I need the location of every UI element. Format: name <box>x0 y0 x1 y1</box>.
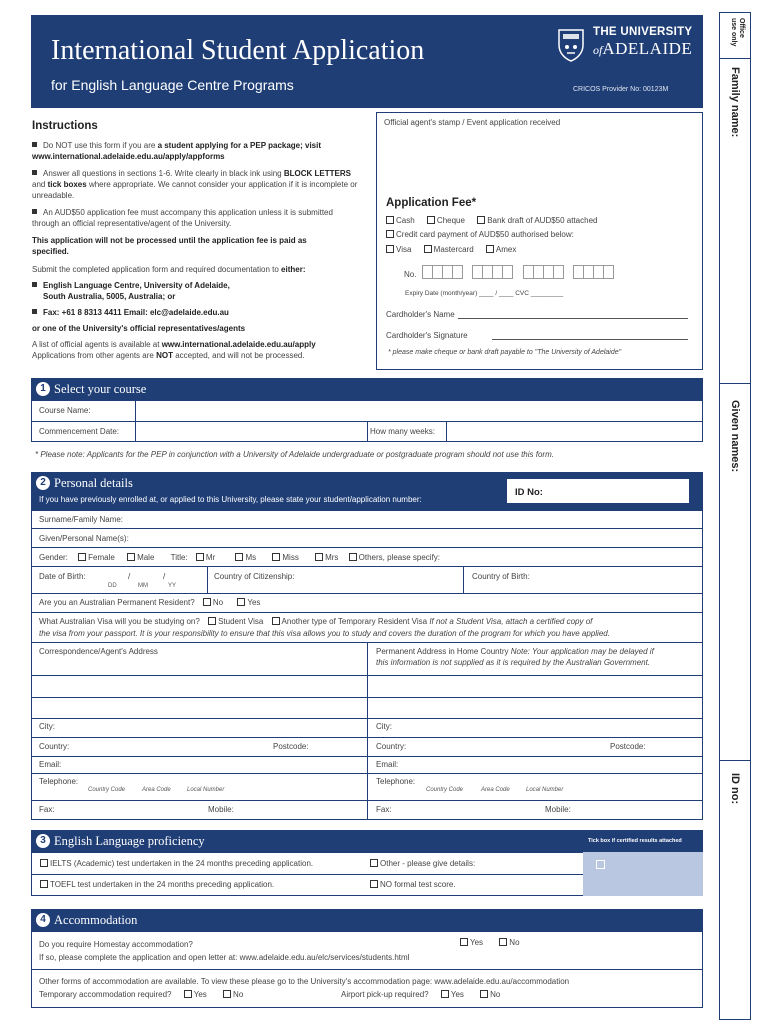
page-subtitle: for English Language Centre Programs <box>51 77 294 93</box>
section-title: Personal details <box>54 476 133 490</box>
dob-month-hint: MM <box>138 583 148 589</box>
visa-checkbox[interactable] <box>386 245 394 253</box>
correspondence-address-input[interactable] <box>32 659 366 717</box>
homestay-note: If so, please complete the application and open letter at: www.adelaide.edu.au/elc/services/students.html <box>39 953 410 962</box>
section-3-header <box>31 830 703 852</box>
id-number-input[interactable] <box>506 478 690 504</box>
permanent-address-input[interactable] <box>368 669 702 717</box>
section-4-header <box>31 909 703 931</box>
airport-pickup-row: Airport pick-up required? Yes No <box>341 990 501 999</box>
cheque-checkbox[interactable] <box>427 216 435 224</box>
header-banner <box>31 15 703 108</box>
student-visa-checkbox[interactable] <box>208 617 216 625</box>
ielts-row: IELTS (Academic) test undertaken in the 24 months preceding application. <box>40 859 313 868</box>
homestay-options: Yes No <box>460 938 520 947</box>
permanent-resident-row: Are you an Australian Permanent Resident? No Yes <box>39 598 261 607</box>
use-only-label: use only <box>730 18 737 47</box>
card-number-input[interactable] <box>422 265 613 281</box>
correspondence-address-label: Correspondence/Agent's Address <box>39 647 158 656</box>
corr-country-label: Country: <box>39 742 70 751</box>
submit-instruction: Submit the completed application form and required documentation to either: <box>32 265 306 274</box>
dob-year-hint: YY <box>168 583 177 589</box>
citizenship-input[interactable] <box>208 567 462 592</box>
corr-email-label: Email: <box>39 760 62 769</box>
fee-warning: This application will not be processed until the application fee is paid as specified. <box>32 236 307 256</box>
temp-no-checkbox[interactable] <box>223 990 231 998</box>
miss-checkbox[interactable] <box>272 553 280 561</box>
corr-fax-label: Fax: <box>39 805 55 814</box>
given-name-label: Given/Personal Name(s): <box>39 534 129 543</box>
perm-fax-label: Fax: <box>376 805 392 814</box>
ielts-checkbox[interactable] <box>40 859 48 867</box>
perm-country-code-hint: Country Code <box>426 787 464 793</box>
section-number: 3 <box>36 834 50 848</box>
perm-mobile-label: Mobile: <box>545 805 571 814</box>
office-use-sidebar <box>719 12 751 1020</box>
section-1-note: * Please note: Applicants for the PEP in conjunction with a University of Adelaide undergraduate or postgraduate program should not use this form. <box>35 450 554 459</box>
course-name-label: Course Name: <box>39 406 91 415</box>
tick-box-note: Tick box if certified results attached <box>588 838 682 844</box>
logo-line-1: THE UNIVERSITY <box>593 26 693 38</box>
corr-local-number-hint: Local Number <box>187 787 225 793</box>
application-fee-title: Application Fee* <box>386 197 477 209</box>
logo-of: of <box>593 43 603 57</box>
logo-line-2 <box>593 39 692 59</box>
surname-label: Surname/Family Name: <box>39 515 124 524</box>
instruction-item: Do NOT use this form if you are a student applying for a PEP package; visit www.international.adelaide.edu.au/apply/appforms <box>32 141 322 161</box>
birth-country-input[interactable] <box>464 567 702 592</box>
citizenship-label: Country of Citizenship: <box>214 572 295 581</box>
commencement-date-input[interactable] <box>136 422 366 441</box>
official-rep-note: or one of the University's official representatives/agents <box>32 324 246 333</box>
cardholder-name-label: Cardholder's Name <box>386 310 455 319</box>
other-accommodation-note: Other forms of accommodation are available. To view these please go to the University's accommodation page: www.adelaide.edu.au/accommodation <box>39 977 570 986</box>
instruction-item: English Language Centre, University of Adelaide, South Australia, 5005, Australia; or <box>32 280 362 302</box>
given-name-input[interactable] <box>150 529 702 547</box>
section-1-header <box>31 378 703 400</box>
corr-mobile-label: Mobile: <box>208 805 234 814</box>
perm-local-number-hint: Local Number <box>526 787 564 793</box>
office-label: Office <box>738 18 745 38</box>
commencement-date-label: Commencement Date: <box>39 427 120 436</box>
cricos-number: CRICOS Provider No: 00123M <box>573 86 669 93</box>
instruction-item: An AUD$50 application fee must accompany this application unless it is submitted through an official representative/agent of the University. <box>32 208 333 228</box>
perm-telephone-label: Telephone: <box>376 777 416 786</box>
credit-card-checkbox[interactable] <box>386 230 394 238</box>
family-name-office-label: Family name: <box>729 67 741 138</box>
corr-city-label: City: <box>39 722 55 731</box>
pr-no-checkbox[interactable] <box>203 598 211 606</box>
instruction-item: Answer all questions in sections 1-6. Write clearly in black ink using BLOCK LETTERS and tick boxes where appropriate. We cannot consider your application if it is incomplete or unreadable. <box>32 169 358 200</box>
section-title: Select your course <box>54 382 147 396</box>
section-number: 4 <box>36 913 50 927</box>
cardholder-name-input[interactable] <box>458 318 688 319</box>
permanent-address-note: this information is not supplied as it is required by the Australian Government. <box>376 658 651 667</box>
gender-row: Gender: Female Male Title: Mr Ms Miss Mrs Others, please specify: <box>39 553 441 562</box>
perm-email-label: Email: <box>376 760 399 769</box>
perm-country-label: Country: <box>376 742 407 751</box>
dob-slash: / <box>128 572 131 581</box>
agents-note: A list of official agents is available at www.international.adelaide.edu.au/apply Applications from other agents are NOT accepted, and will not be processed. <box>32 340 316 360</box>
corr-country-code-hint: Country Code <box>88 787 126 793</box>
weeks-label: How many weeks: <box>370 427 435 436</box>
page-title: International Student Application <box>51 35 425 66</box>
homestay-no-checkbox[interactable] <box>499 938 507 946</box>
section-number: 2 <box>36 476 50 490</box>
temporary-accommodation-row: Temporary accommodation required? Yes No <box>39 990 244 999</box>
logo-adelaide: ADELAIDE <box>602 39 693 58</box>
cardholder-signature-input[interactable] <box>492 339 688 340</box>
mrs-checkbox[interactable] <box>315 553 323 561</box>
dob-input[interactable] <box>100 567 206 592</box>
homestay-yes-checkbox[interactable] <box>460 938 468 946</box>
birth-country-label: Country of Birth: <box>472 572 530 581</box>
other-test-checkbox[interactable] <box>370 859 378 867</box>
cardholder-signature-label: Cardholder's Signature <box>386 331 468 340</box>
permanent-address-label: Permanent Address in Home Country Note: Your application may be delayed if <box>376 647 654 656</box>
section-2-header <box>31 472 703 510</box>
fee-row-1: Cash Cheque Bank draft of AUD$50 attached <box>386 216 597 225</box>
section-title: Accommodation <box>54 913 138 927</box>
amex-checkbox[interactable] <box>486 245 494 253</box>
weeks-input[interactable] <box>447 422 702 441</box>
corr-postcode-label: Postcode: <box>273 742 309 751</box>
agent-stamp-label: Official agent's stamp / Event application received <box>384 118 561 127</box>
homestay-question: Do you require Homestay accommodation? <box>39 940 193 949</box>
bank-draft-checkbox[interactable] <box>477 216 485 224</box>
section-title: English Language proficiency <box>54 834 205 848</box>
ms-checkbox[interactable] <box>235 553 243 561</box>
male-checkbox[interactable] <box>127 553 135 561</box>
other-test-row: Other - please give details: <box>370 859 475 868</box>
certified-results-column <box>583 852 703 896</box>
dob-day-hint: DD <box>108 583 117 589</box>
dob-label: Date of Birth: <box>39 572 86 581</box>
surname-input[interactable] <box>150 511 702 528</box>
card-number-label: No. <box>404 270 417 279</box>
given-names-office-label: Given names: <box>729 400 741 473</box>
id-number-label: ID No: <box>515 487 543 498</box>
pickup-yes-checkbox[interactable] <box>441 990 449 998</box>
cash-checkbox[interactable] <box>386 216 394 224</box>
no-test-checkbox[interactable] <box>370 880 378 888</box>
instructions-title: Instructions <box>32 120 98 132</box>
toefl-row: TOEFL test undertaken in the 24 months preceding application. <box>40 880 274 889</box>
university-crest-icon <box>556 27 586 63</box>
certified-results-checkbox[interactable] <box>596 860 605 869</box>
mastercard-checkbox[interactable] <box>424 245 432 253</box>
pr-yes-checkbox[interactable] <box>237 598 245 606</box>
expiry-cvc-field[interactable]: Expiry Date (month/year) ____ / ____ CVC _________ <box>405 290 564 297</box>
perm-area-code-hint: Area Code <box>481 787 510 793</box>
dob-slash: / <box>163 572 166 581</box>
fee-row-2: Credit card payment of AUD$50 authorised below: <box>386 230 574 239</box>
previous-enrolment-note: If you have previously enrolled at, or applied to this University, please state your student/application number: <box>39 495 422 504</box>
corr-telephone-label: Telephone: <box>39 777 79 786</box>
id-no-office-label: ID no: <box>729 773 741 805</box>
others-checkbox[interactable] <box>349 553 357 561</box>
course-name-input[interactable] <box>136 401 702 421</box>
female-checkbox[interactable] <box>78 553 86 561</box>
payable-note: * please make cheque or bank draft payable to "The University of Adelaide" <box>388 349 622 356</box>
no-test-row: NO formal test score. <box>370 880 456 889</box>
temp-yes-checkbox[interactable] <box>184 990 192 998</box>
other-visa-checkbox[interactable] <box>272 617 280 625</box>
visa-note: the visa from your passport. It is your responsibility to ensure that this visa allows you to study and covers the duration of the program for which you have applied. <box>39 629 610 638</box>
perm-city-label: City: <box>376 722 392 731</box>
mr-checkbox[interactable] <box>196 553 204 561</box>
corr-area-code-hint: Area Code <box>142 787 171 793</box>
toefl-checkbox[interactable] <box>40 880 48 888</box>
pickup-no-checkbox[interactable] <box>480 990 488 998</box>
perm-postcode-label: Postcode: <box>610 742 646 751</box>
visa-row: What Australian Visa will you be studying on? Student Visa Another type of Temporary Resident Visa If not a Student Visa, attach a certified copy of <box>39 617 593 626</box>
fee-row-3: Visa Mastercard Amex <box>386 245 516 254</box>
instruction-item: Fax: +61 8 8313 4411 Email: elc@adelaide.edu.au <box>32 307 362 318</box>
section-number: 1 <box>36 382 50 396</box>
